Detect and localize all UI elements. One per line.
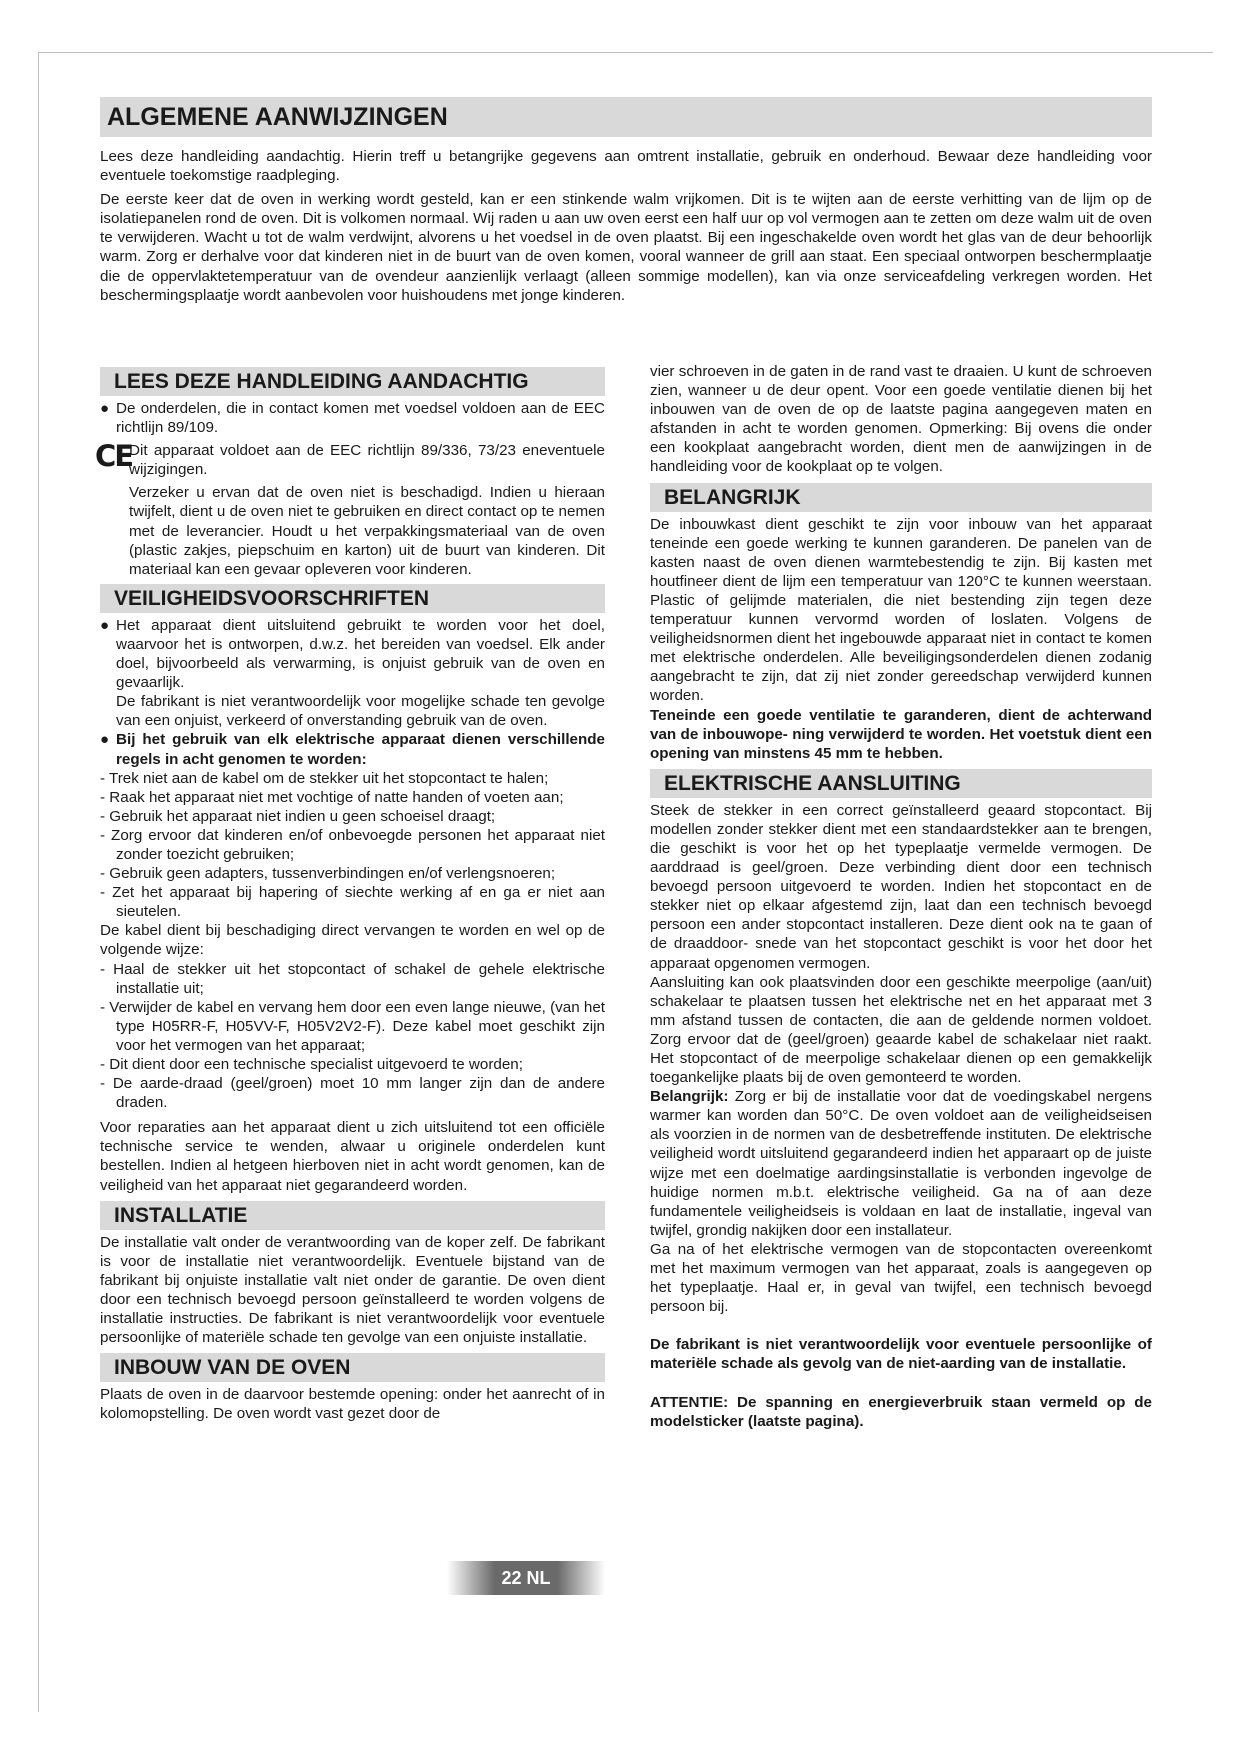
ce-block <box>95 439 605 579</box>
frame-left-line <box>38 52 39 1712</box>
right-column <box>650 362 1152 1431</box>
veilig-bullet-2-text: Bij het gebruik van elk elektrische apparaat dienen verschillende regels in acht genomen te worden: <box>116 731 605 768</box>
intro-paragraph-2: De eerste keer dat de oven in werking wordt gesteld, kan er een stinkende walm vrijkomen. Dit is te wijten aan de eerste verhitting van de lijm op de isolatiepanelen rond de oven. Dit is volkomen normaal. Wij raden u aan uw oven eerst een half uur op vol vermogen aan te zetten om deze walm uit de oven te verwijderen. Wacht u tot de walm verdwijnt, alvorens u het voedsel in de oven plaatst. Bij een ingeschakelde oven wordt het glas van de deur behoorlijk warm. Zorg er derhalve voor dat kinderen niet in de buurt van de oven komen, vooral wanneer de grill aan staat. Een speciaal ontworpen beschermplaatje die de oppervlaktetemperatuur van de ovendeur aanzienlijk verlaagt (alleen sommige modellen), kan via onze serviceafdeling verkregen worden. Het beschermingsplaatje wordt aanbevolen voor huishoudens met jonge kinderen. <box>100 190 1152 305</box>
lees-bullet-1-text: De onderdelen, die in contact komen met voedsel voldoen aan de EEC richtlijn 89/109. <box>116 400 605 437</box>
intro-paragraph-1: Lees deze handleiding aandachtig. Hierin treff u betangrijke gegevens aan omtrent installatie, gebruik en onderhoud. Bewaar deze handleiding voor eventuele toekomstige raadpleging. <box>100 148 1152 185</box>
manual-page <box>95 97 1152 1430</box>
veilig-liability-text: De fabrikant is niet verantwoordelijk voor mogelijke schade ten gevolge van een onjuist, verkeerd of onverstanding gebruik van de oven. <box>116 693 605 730</box>
cable-rule-item: - Verwijder de kabel en vervang hem door een even lange nieuwe, (van het type H05RR-F, H05VV-F, H05V2V2-F). Deze kabel moet geschikt zijn voor het vermogen van het apparaat; <box>100 998 605 1054</box>
inbouw-continued-text: vier schroeven in de gaten in de rand vast te draaien. U kunt de schroeven zien, wanneer u de deur opent. Voor een goede ventilatie dienen bij het inbouwen van de oven de op de laatste pagina aangegeven maten en afstanden in acht te worden genomen. Opmerking: Bij ovens die onder een kookplaat aangebracht worden, dient men de aanwijzingen in de handleiding voor de kookplaat op te volgen. <box>650 363 1152 476</box>
rule-item: - Gebruik het apparaat niet indien u geen schoeisel draagt; <box>100 807 496 825</box>
attention-notice: ATTENTIE: De spanning en energieverbruik staan vermeld op de modelsticker (laatste pagina). <box>650 1393 1152 1430</box>
lees-bullet-1 <box>100 399 605 437</box>
intro-section <box>100 147 1152 305</box>
belangrijk-text: De inbouwkast dient geschikt te zijn voor inbouw van het apparaat teneinde een goede werking te kunnen garanderen. De panelen van de kasten naast de oven dienen warmtebestendig te zijn. Bij kasten met houtfineer dient de lijm een temperatuur van 120°C te kunnen weerstaan. Plastic of gelijmde materialen, die niet bestending zijn tegen deze temperatuur kunnen vervormd worden of loslaten. Volgens de veiligheidsnormen dient het ingebouwde apparaat niet in contact te komen met elektrische onderdelen. Alle beveiligingsonderdelen dienen zodanig aangebracht te zijn, dat zij niet zonder gereedschap verwijderd kunnen worden. <box>650 515 1152 705</box>
veilig-bullet-2 <box>100 730 605 768</box>
section-heading-installatie: INSTALLATIE <box>100 1201 605 1230</box>
cable-rule-item: - Haal de stekker uit het stopcontact of schakel de gehele elektrische installatie uit; <box>100 960 605 997</box>
rule-item: - Zorg ervoor dat kinderen en/of onbevoegde personen het apparaat niet zonder toezicht gebruiken; <box>100 826 605 863</box>
important-label: Belangrijk: <box>650 1088 729 1106</box>
elektrisch-text-1: Steek de stekker in een correct geïnstalleerd geaard stopcontact. Bij modellen zonder stekker dient met een standaardstekker aan te brengen, die geschikt is voor het op het typeplaatje vermelde vermogen. De aarddraad is geel/groen. Deze verbinding dient door een technisch bevoegd persoon uitgevoerd te worden. Indien het stopcontact en de stekker niet op elkaar afgestemd zijn, laat dan een technisch bevoegd persoon een ander stopcontact installeren. Deze dient ook na te gaan of de draaddoor- snede van het stopcontact geschikt is voor het door het apparaat opgenomen vermogen. <box>650 801 1152 972</box>
bullet-icon: ● <box>100 731 110 749</box>
bullet-icon: ● <box>100 616 110 634</box>
section-heading-belangrijk: BELANGRIJK <box>650 483 1152 512</box>
section-heading-elektrisch: ELEKTRISCHE AANSLUITING <box>650 769 1152 798</box>
cable-intro-text: De kabel dient bij beschadiging direct vervangen te worden en wel op de volgende wijze: <box>100 922 605 959</box>
veilig-bullet-1 <box>100 616 605 692</box>
rule-item: - Gebruik geen adapters, tussenverbindingen en/of verlengsnoeren; <box>100 865 556 883</box>
inbouw-text: Plaats de oven in de daarvoor bestemde opening: onder het aanrecht of in kolomopstelling. De oven wordt vast gezet door de <box>100 1386 605 1423</box>
veilig-bullet-1-text: Het apparaat dient uitsluitend gebruikt te worden voor het doel, waarvoor het is ontworpen, d.w.z. het bereiden van voedsel. Elk ander doel, bijvoorbeeld als verwarming, is onjuist gebruik van de oven en gevaarlijk. <box>116 616 605 692</box>
section-heading-inbouw: INBOUW VAN DE OVEN <box>100 1353 605 1382</box>
belangrijk-bold-text: Teneinde een goede ventilatie te garanderen, dient de achterwand van de inbouwope- ning verwijderd te worden. Het voetstuk dient een opening van minstens 45 mm te hebben. <box>650 706 1152 762</box>
elektrisch-important <box>650 1087 1152 1240</box>
rule-item: - Trek niet aan de kabel om de stekker uit het stopcontact te halen; <box>100 769 549 787</box>
installatie-text: De installatie valt onder de verantwoording van de koper zelf. De fabrikant is voor de installatie niet verantwoordelijk. Eventuele bijstand van de fabrikant bij onjuiste installatie valt niet onder de garantie. De oven dient door een technisch bevoegd persoon geïnstalleerd te worden volgens de installatie instructies. De fabrikant is niet verantwoordelijk voor eventuele persoonlijke of materiële schade ten gevolge van een onjuiste installatie. <box>100 1233 605 1347</box>
left-column <box>95 367 605 1423</box>
rule-item: - Zet het apparaat bij hapering of siechte werking af en ga er niet aan sieutelen. <box>100 884 605 921</box>
cable-rule-item: - De aarde-draad (geel/groen) moet 10 mm langer zijn dan de andere draden. <box>100 1075 605 1112</box>
frame-top-line <box>38 52 1213 53</box>
section-heading-lees: LEES DEZE HANDLEIDING AANDACHTIG <box>100 367 605 396</box>
bullet-icon: ● <box>100 400 110 417</box>
page-number: 22 NL <box>447 1561 605 1595</box>
ce-text: Dit apparaat voldoet aan de EEC richtlijn 89/336, 73/23 eneventuele wijzigingen. <box>129 442 605 479</box>
repairs-text: Voor reparaties aan het apparaat dient u zich uitsluitend tot een officiële technische service te wenden, alwaar u originele onderdelen kunt bestellen. Indien al hetgeen hierboven niet in acht wordt genomen, kan de veiligheid van het apparaat niet gegarandeerd worden. <box>100 1119 605 1194</box>
elektrisch-text-2: Aansluiting kan ook plaatsvinden door een geschikte meerpolige (aan/uit) schakelaar te plaatsen tussen het elektrische net en het apparaat met 3 mm afstand tussen de contacten, die aan de geldende normen voldoet. Zorg ervoor dat de (geel/groen) geaarde kabel de schakelaar niet raakt. Het stopcontact of de meerpolige schakelaar dienen op een gemakkelijk toegankelijke plaats bij de oven gemonteerd te worden. <box>650 973 1152 1087</box>
elektrisch-power-text: Ga na of het elektrische vermogen van de stopcontacten overeenkomt met het maximum vermogen van het apparaat, zoals is aangegeven op het typeplaatje. Haal er, in geval van twijfel, een technisch bevoegd persoon bij. <box>650 1240 1152 1316</box>
rule-item: - Raak het apparaat niet met vochtige of natte handen of voeten aan; <box>100 788 564 806</box>
important-text: Zorg er bij de installatie voor dat de voedingskabel nergens warmer kan worden dan 50°C. De oven voldoet aan de veiligheidseisen als voorzien in de normen van de desbetreffende instituten. De elektrische veiligheid wordt uitsluitend gegarandeerd indien het apparaart op de juiste wijze met een doelmatige aardingsinstallatie is verbonden ingevolge de huidige normen m.b.t. elektrische veiligheid. Ga na of aan deze fundamentele veiligheidseis is voldaan en laat de installatie, ingeval van twijfel, grondig nakijken door een installateur. <box>650 1088 1152 1239</box>
section-heading-veilig: VEILIGHEIDSVOORSCHRIFTEN <box>100 584 605 613</box>
page-title: ALGEMENE AANWIJZINGEN <box>100 97 1152 137</box>
cable-rule-item: - Dit dient door een technische specialist uitgevoerd te worden; <box>100 1056 523 1073</box>
liability-notice: De fabrikant is niet verantwoordelijk voor eventuele persoonlijke of materiële schade als gevolg van de niet-aarding van de installatie. <box>650 1336 1152 1373</box>
damage-check-text: Verzeker u ervan dat de oven niet is beschadigd. Indien u hieraan twijfelt, dient u de oven niet te gebruiken en direct contact op te nemen met de leverancier. Houdt u het verpakkingsmateriaal van de oven (plastic zakjes, piepschuim en karton) uit de buurt van kinderen. Dit materiaal kan een gevaar opleveren voor kinderen. <box>129 484 605 578</box>
ce-mark-icon: CE <box>95 439 133 474</box>
